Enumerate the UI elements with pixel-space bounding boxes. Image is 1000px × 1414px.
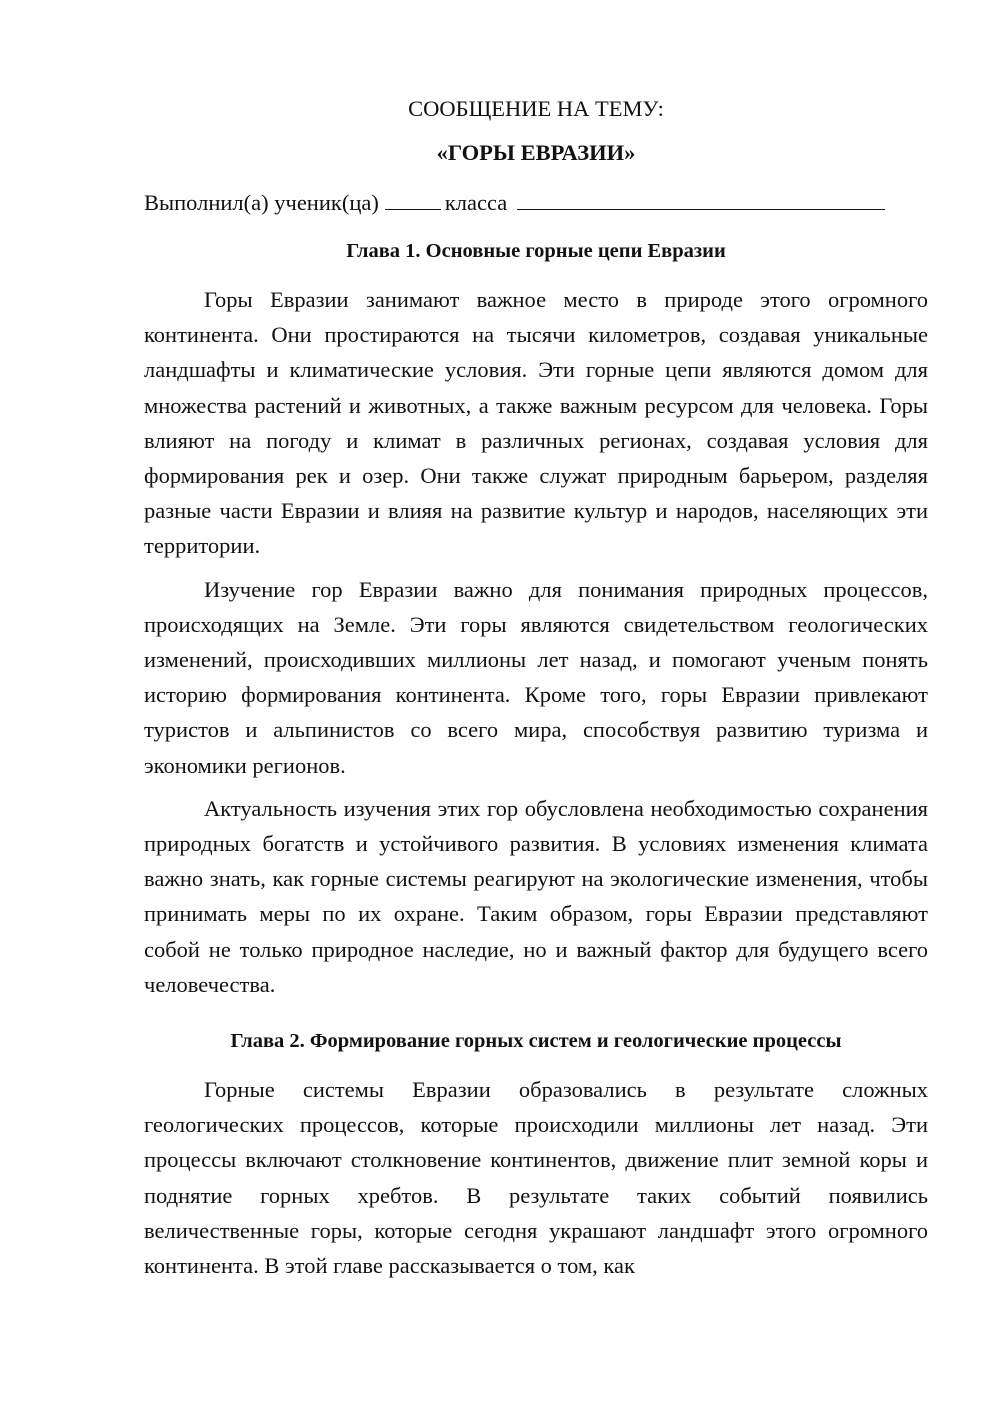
student-label: Выполнил(а) ученик(ца) <box>144 190 379 215</box>
document-page <box>144 94 928 1283</box>
class-label: класса <box>444 190 508 215</box>
chapter-1-paragraph-2: Изучение гор Евразии важно для понимания природных процессов, происходящих на Земле. Эти горы являются свидетельством геологических изменений, происходивших миллионы лет назад, и помогают ученым понять историю формирования континента. Кроме того, горы Евразии привлекают туристов и альпинистов со всего мира, способствуя развитию туризма и экономики регионов. <box>144 576 928 778</box>
student-name-blank <box>517 189 885 210</box>
class-number-blank <box>385 189 441 210</box>
document-title: «ГОРЫ ЕВРАЗИИ» <box>436 140 636 165</box>
chapter-1-paragraph-1: Горы Евразии занимают важное место в природе этого огромного континента. Они простираются на тысячи километров, создавая уникальные ландшафты и климатические условия. Эти горные цепи являются домом для множества растений и животных, а также важным ресурсом для человека. Горы влияют на погоду и климат в различных регионах, создавая условия для формирования рек и озер. Они также служат природным барьером, разделяя разные части Евразии и влияя на развитие культур и народов, населяющих эти территории. <box>144 287 928 559</box>
chapter-2-heading: Глава 2. Формирование горных систем и геологические процессы <box>230 1030 842 1053</box>
chapter-1-paragraph-3: Актуальность изучения этих гор обусловлена необходимостью сохранения природных богатств и устойчивого развития. В условиях изменения климата важно знать, как горные системы реагируют на экологические изменения, чтобы принимать меры по их охране. Таким образом, горы Евразии представляют собой не только природное наследие, но и важный фактор для будущего всего человечества. <box>144 795 928 997</box>
chapter-2-paragraph-1: Горные системы Евразии образовались в результате сложных геологических процессов, которые происходили миллионы лет назад. Эти процессы включают столкновение континентов, движение плит земной коры и поднятие горных хребтов. В результате таких событий появились величественные горы, которые сегодня украшают ландшафт этого огромного континента. В этой главе рассказывается о том, как <box>144 1077 928 1279</box>
chapter-1-heading: Глава 1. Основные горные цепи Евразии <box>346 240 726 262</box>
document-topic-line: СООБЩЕНИЕ НА ТЕМУ: <box>408 96 664 121</box>
student-info-line <box>144 188 928 218</box>
